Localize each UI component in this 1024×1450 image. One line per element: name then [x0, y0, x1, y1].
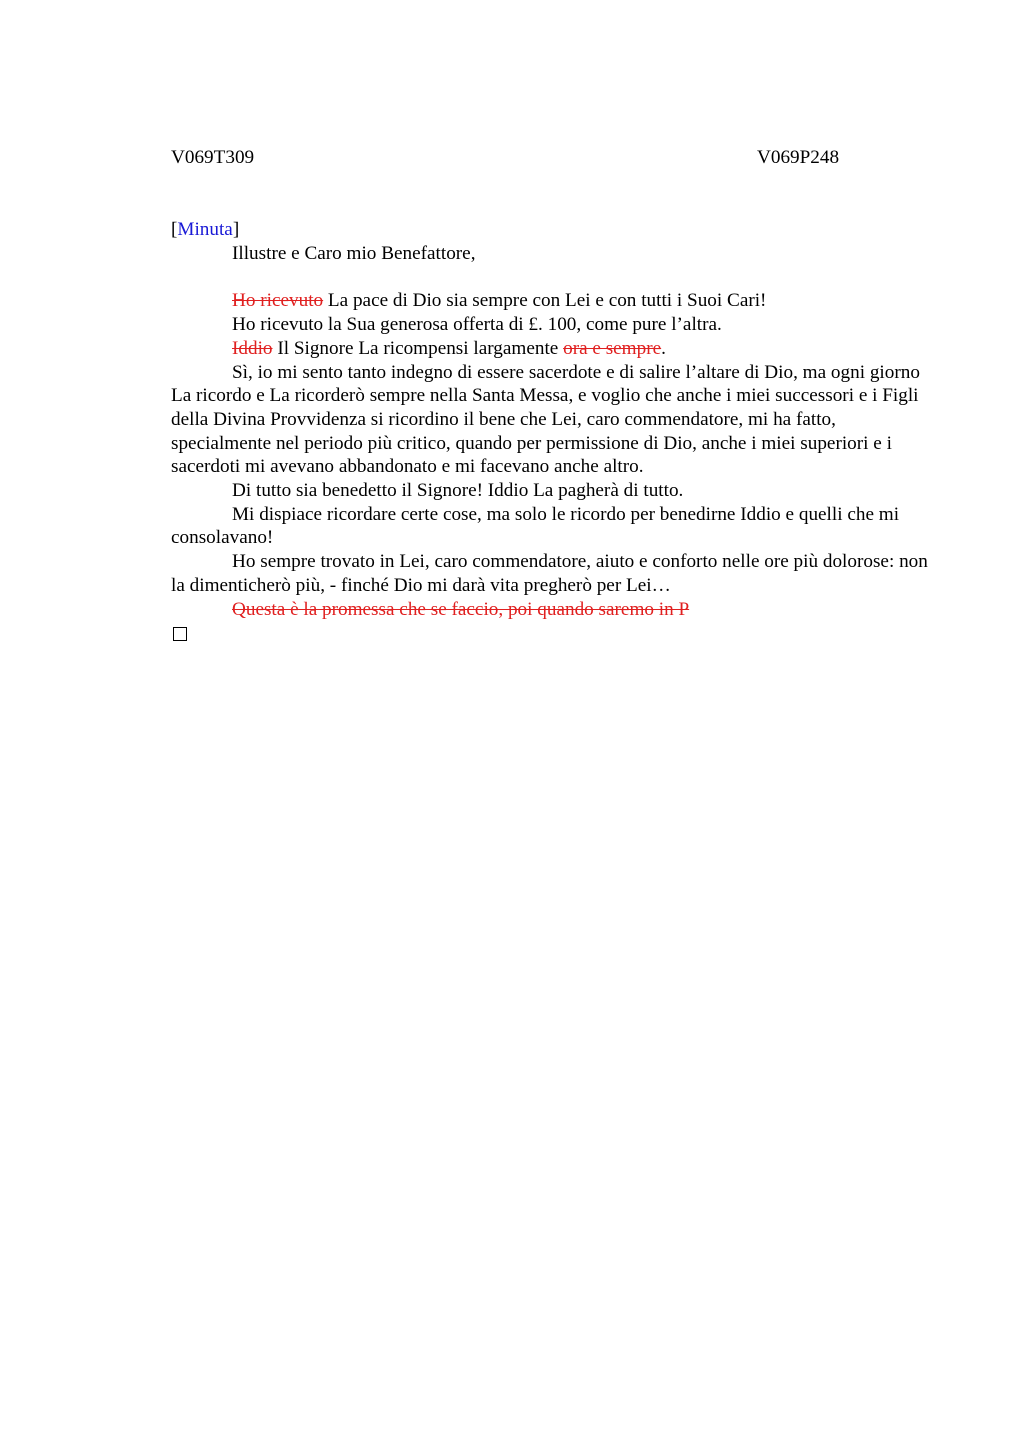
paragraph-3	[171, 337, 931, 361]
minuta-open-bracket: [	[171, 219, 178, 240]
end-box	[171, 621, 931, 648]
salutation: Illustre e Caro mio Benefattore,	[232, 242, 476, 264]
document-code-left: V069T309	[171, 147, 255, 168]
deleted-text: Questa è la promessa che se faccio, poi quando saremo in P	[232, 598, 690, 620]
deleted-text: Ho ricevuto	[232, 290, 324, 312]
minuta-text: Minuta	[177, 219, 233, 240]
paragraph-5: Di tutto sia benedetto il Signore! Iddio La pagherà di tutto.	[232, 480, 684, 502]
minuta-close-bracket: ]	[232, 219, 240, 240]
letter-page	[171, 146, 931, 648]
paragraph-2: Ho ricevuto la Sua generosa offerta di £. 100, come pure l’altra.	[232, 314, 722, 336]
minuta-label	[171, 218, 931, 242]
letter-body	[171, 289, 931, 621]
square-icon	[173, 627, 187, 641]
paragraph-4: Sì, io mi sento tanto indegno di essere sacerdote e di salire l’altare di Dio, ma ogni giorno La ricordo e La ricorderò sempre nella Santa Messa, e voglio che anche i miei successori e i Figli della Divina Provvidenza si ricordino il bene che Lei, caro commendatore, mi ha fatto, specialmente nel periodo più critico, quando per permissione di Dio, anche i miei superiori e i sacerdoti mi avevano abbandonato e mi facevano anche altro.	[171, 361, 920, 478]
deleted-text: Iddio	[232, 337, 273, 359]
paragraph-7: Ho sempre trovato in Lei, caro commendatore, aiuto e conforto nelle ore più dolorose: non la dimenticherò più, - finché Dio mi darà vita pregherò per Lei…	[171, 551, 928, 596]
deleted-text: ora e sempre	[563, 337, 662, 359]
document-code-right: V069P248	[757, 147, 840, 168]
paragraph-8	[171, 598, 931, 622]
paragraph-3-text-1: Il Signore La ricompensi largamente	[272, 337, 564, 359]
paragraph-6: Mi dispiace ricordare certe cose, ma solo le ricordo per benedirne Iddio e quelli che mi consolavano!	[171, 503, 900, 549]
paragraph-3-text-2: .	[661, 337, 666, 359]
paragraph-1	[171, 289, 931, 313]
document-codes	[171, 146, 931, 170]
paragraph-1-text: La pace di Dio sia sempre con Lei e con tutti i Suoi Cari!	[323, 290, 767, 312]
